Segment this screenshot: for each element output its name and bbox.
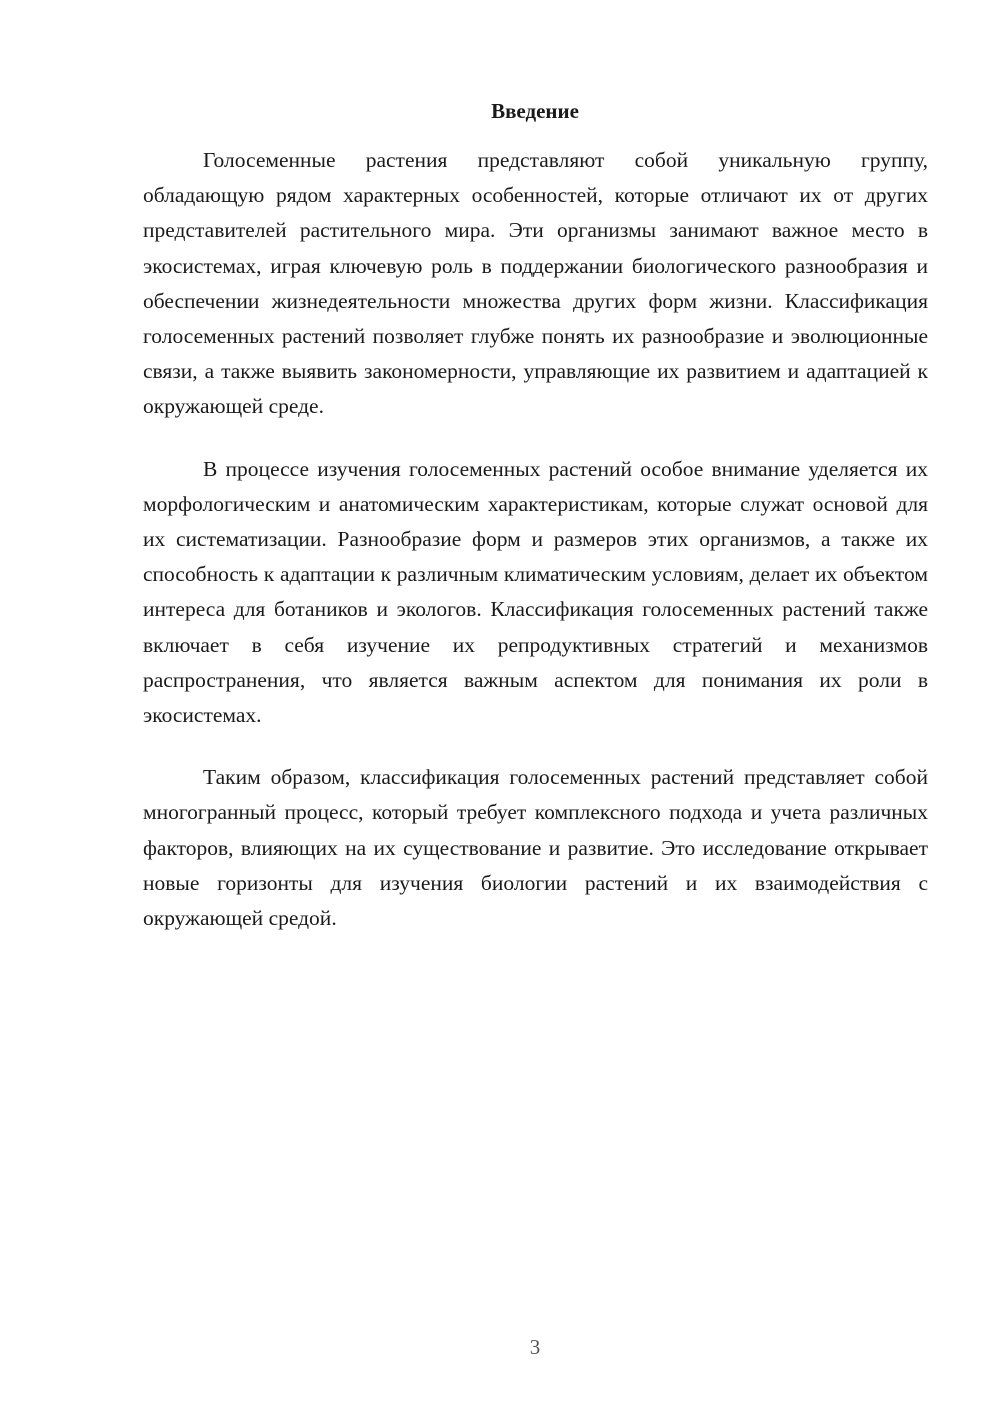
- paragraph-3: Таким образом, классификация голосеменных растений представляет собой многогранный процесс, который требует комплексного подхода и учета различных факторов, влияющих на их существование и развитие. Это исследование открывает новые горизонты для изучения биологии растений и их взаимодействия с окружающей средой.: [143, 765, 928, 931]
- paragraph-1: Голосеменные растения представляют собой уникальную группу, обладающую рядом характерных особенностей, которые отличают их от других представителей растительного мира. Эти организмы занимают важное место в экосистемах, играя ключевую роль в поддержании биологического разнообразия и обеспечении жизнедеятельности множества других форм жизни. Классификация голосеменных растений позволяет глубже понять их разнообразие и эволюционные связи, а также выявить закономерности, управляющие их развитием и адаптацией к окружающей среде.: [143, 148, 928, 419]
- body-text: [143, 143, 928, 963]
- paragraph-2: В процессе изучения голосеменных растений особое внимание уделяется их морфологическим и анатомическим характеристикам, которые служат основой для их систематизации. Разнообразие форм и размеров этих организмов, а также их способность к адаптации к различным климатическим условиям, делает их объектом интереса для ботаников и экологов. Классификация голосеменных растений также включает в себя изучение их репродуктивных стратегий и механизмов распространения, что является важным аспектом для понимания их роли в экосистемах.: [143, 456, 928, 728]
- page-number: 3: [529, 1335, 541, 1359]
- section-heading: Введение: [491, 99, 579, 123]
